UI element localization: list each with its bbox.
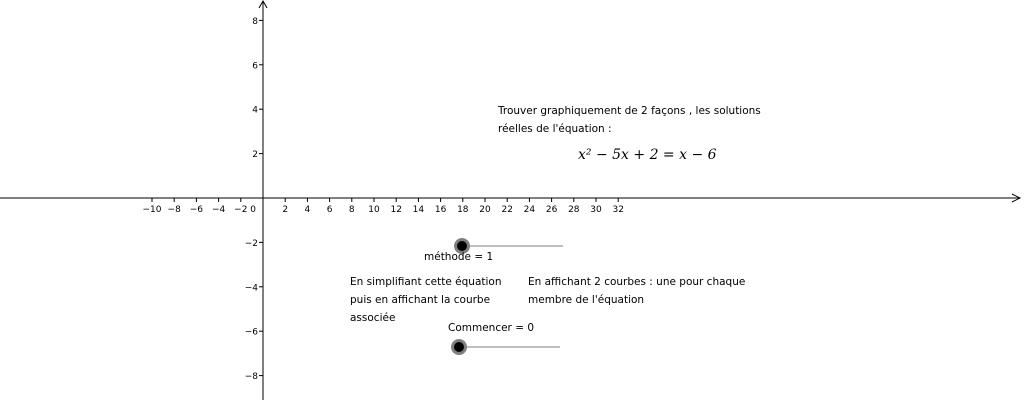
x-tick-label: −2 xyxy=(234,205,248,215)
x-tick-label: 22 xyxy=(501,205,513,215)
x-tick-label: 6 xyxy=(326,205,333,215)
method-right-line-1: En affichant 2 courbes : une pour chaque xyxy=(528,276,746,288)
x-tick-label: 14 xyxy=(412,205,425,215)
method-right-line-2: membre de l'équation xyxy=(528,294,645,306)
x-tick-label: −4 xyxy=(211,205,226,215)
x-tick-label: 20 xyxy=(479,205,491,215)
x-tick-label: 26 xyxy=(545,205,558,215)
x-tick-label: 4 xyxy=(304,205,311,215)
x-tick-label: 18 xyxy=(457,205,469,215)
commencer-slider-knob[interactable] xyxy=(454,342,464,352)
y-tick-label: 4 xyxy=(252,105,258,116)
method-left-line-2: puis en affichant la courbe xyxy=(350,294,491,306)
y-tick-label: −8 xyxy=(244,372,258,383)
y-tick-label: 8 xyxy=(252,16,258,27)
method-left-line-1: En simplifiant cette équation xyxy=(350,276,502,288)
methode-slider-label: méthode = 1 xyxy=(424,251,494,263)
commencer-slider-label: Commencer = 0 xyxy=(448,322,535,334)
methode-slider-knob[interactable] xyxy=(457,241,467,251)
x-tick-label: 30 xyxy=(590,205,602,215)
title-line-2: réelles de l'équation : xyxy=(498,123,612,135)
y-tick-label: 6 xyxy=(252,61,258,72)
x-tick-label: 24 xyxy=(523,205,536,215)
x-tick-label: 12 xyxy=(390,205,402,215)
method-left-line-3: associée xyxy=(350,312,396,324)
x-tick-label: −8 xyxy=(167,205,181,215)
y-tick-label: −2 xyxy=(244,238,258,249)
title-line-1: Trouver graphiquement de 2 façons , les solutions xyxy=(498,105,761,117)
x-tick-label: 10 xyxy=(368,205,380,215)
x-tick-label: 32 xyxy=(612,205,624,215)
x-tick-label: 28 xyxy=(568,205,580,215)
y-tick-label: 2 xyxy=(252,150,258,161)
y-tick-label: −4 xyxy=(244,283,258,294)
x-tick-label: −10 xyxy=(142,205,162,215)
commencer-slider[interactable] xyxy=(451,339,560,355)
x-tick-label: 2 xyxy=(282,205,289,215)
equation: x² − 5x + 2 = x − 6 xyxy=(578,147,717,163)
x-tick-label: 8 xyxy=(348,205,355,215)
y-tick-label: −6 xyxy=(244,327,258,338)
x-tick-label: −6 xyxy=(189,205,204,215)
origin-label: 0 xyxy=(250,205,256,215)
x-tick-label: 16 xyxy=(434,205,447,215)
